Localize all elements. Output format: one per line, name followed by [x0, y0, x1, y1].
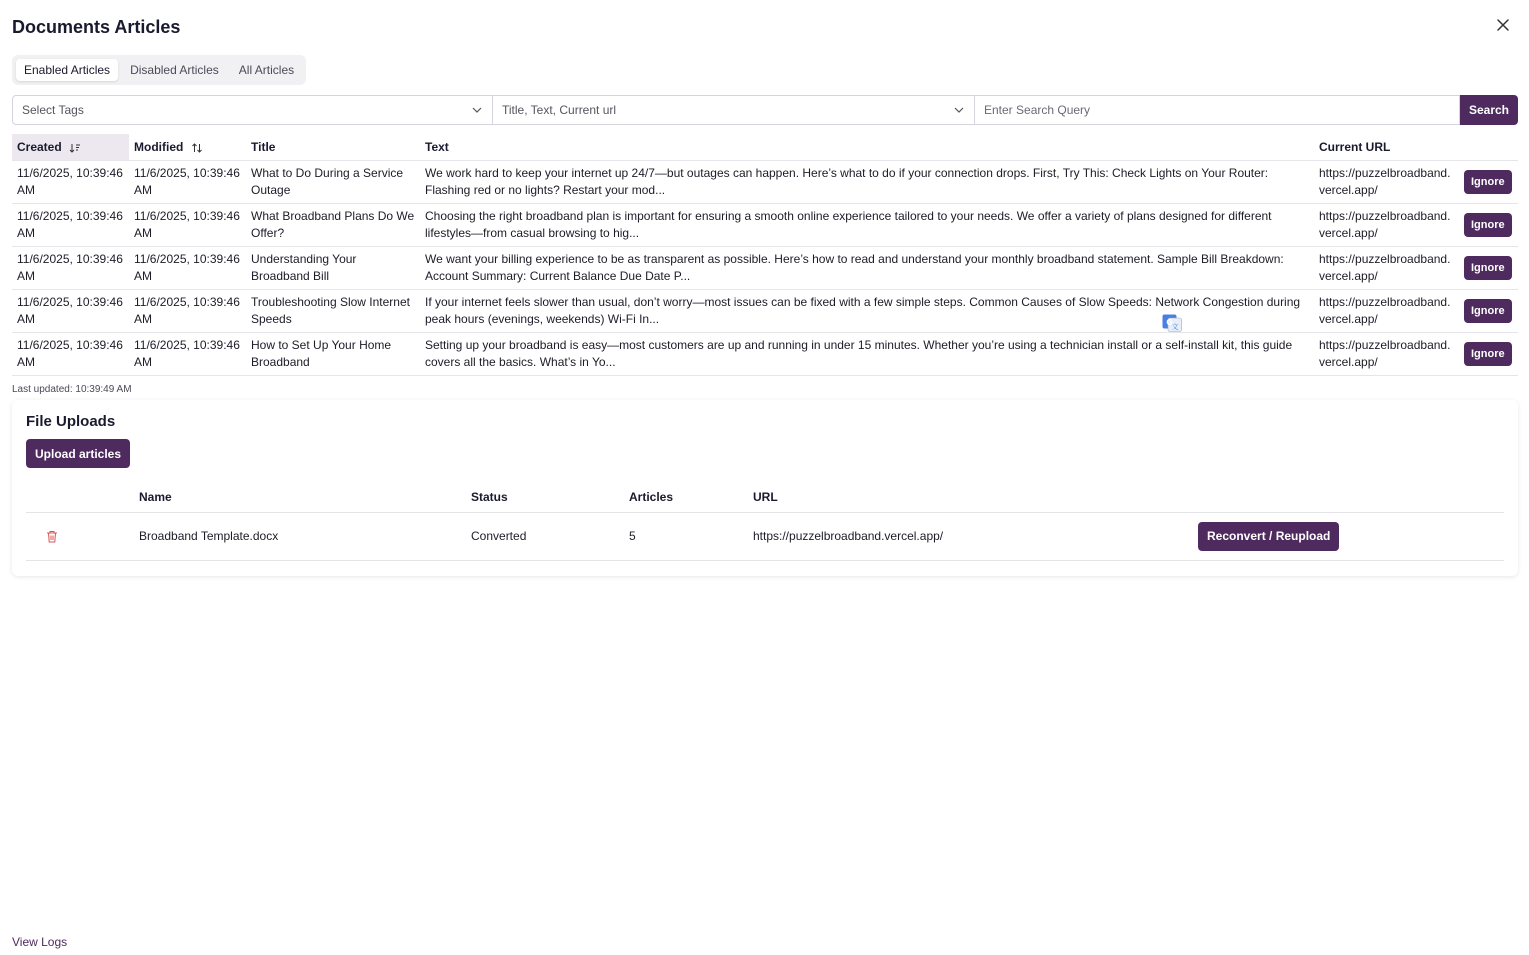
file-articles-cell: 5 — [623, 512, 747, 560]
trash-icon[interactable] — [46, 530, 58, 543]
tab-disabled-articles[interactable]: Disabled Articles — [130, 63, 219, 77]
modified-cell: 11/6/2025, 10:39:46 AM — [129, 332, 246, 375]
article-tabs — [12, 55, 306, 85]
table-row — [12, 332, 1518, 375]
modified-cell: 11/6/2025, 10:39:46 AM — [129, 203, 246, 246]
ignore-button[interactable]: Ignore — [1464, 342, 1512, 366]
articles-table — [12, 134, 1518, 376]
text-cell: Choosing the right broadband plan is important for ensuring a smooth online experience tailored to your needs. We offer a variety of plans designed for different lifestyles—from casual browsing to hig... — [425, 208, 1272, 240]
ignore-button[interactable]: Ignore — [1464, 213, 1512, 237]
column-created-label: Created — [17, 139, 62, 154]
search-filters — [12, 95, 1518, 125]
title-cell: Understanding Your Broadband Bill — [246, 246, 420, 289]
translate-icon[interactable] — [1162, 314, 1182, 332]
column-current-url: Current URL — [1319, 139, 1391, 154]
created-cell: 11/6/2025, 10:39:46 AM — [12, 246, 129, 289]
action-cell — [1459, 289, 1518, 332]
reconvert-reupload-button[interactable]: Reconvert / Reupload — [1198, 522, 1339, 551]
tab-all-articles[interactable]: All Articles — [238, 63, 295, 77]
text-cell-wrap — [420, 203, 1314, 246]
created-cell: 11/6/2025, 10:39:46 AM — [12, 203, 129, 246]
page-title: Documents Articles — [12, 17, 181, 37]
ignore-button[interactable]: Ignore — [1464, 256, 1512, 280]
action-cell — [1459, 203, 1518, 246]
tags-select[interactable] — [12, 95, 493, 125]
modified-cell: 11/6/2025, 10:39:46 AM — [129, 246, 246, 289]
text-cell: We work hard to keep your internet up 24/7—but outages can happen. Here’s what to do if your connection drops. First, Try This: Check Lights on Your Router: Flashing red or no lights? Restart your mod... — [425, 165, 1269, 197]
file-name-cell: Broadband Template.docx — [133, 512, 465, 560]
table-row — [12, 289, 1518, 332]
title-cell: What to Do During a Service Outage — [246, 160, 420, 203]
created-cell: 11/6/2025, 10:39:46 AM — [12, 332, 129, 375]
column-name: Name — [133, 482, 465, 512]
table-row — [12, 160, 1518, 203]
column-url: URL — [747, 482, 1192, 512]
column-text: Text — [425, 139, 449, 154]
sort-icon — [191, 142, 203, 154]
delete-cell — [26, 512, 133, 560]
svg-text:G: G — [1166, 318, 1173, 327]
files-header-row — [26, 482, 1504, 512]
text-cell: If your internet feels slower than usual, don’t worry—most issues can be fixed with a few simple steps. Common Causes of Slow Speeds: Network Congestion during peak hours (evenings, weekends) Wi-Fi In... — [425, 294, 1301, 326]
text-cell-wrap — [420, 246, 1314, 289]
url-cell: https://puzzelbroadband.vercel.app/ — [1314, 160, 1459, 203]
view-logs-link[interactable]: View Logs — [12, 935, 68, 949]
action-cell — [1459, 246, 1518, 289]
column-actions — [1459, 134, 1518, 160]
url-cell: https://puzzelbroadband.vercel.app/ — [1314, 332, 1459, 375]
url-cell: https://puzzelbroadband.vercel.app/ — [1314, 289, 1459, 332]
column-modified[interactable] — [129, 134, 246, 160]
file-action-cell — [1192, 512, 1504, 560]
url-cell: https://puzzelbroadband.vercel.app/ — [1314, 246, 1459, 289]
column-file-actions — [1192, 482, 1504, 512]
table-row — [12, 246, 1518, 289]
action-cell — [1459, 332, 1518, 375]
search-fields-value: Title, Text, Current url — [502, 103, 617, 117]
file-uploads-table — [26, 482, 1504, 561]
search-fields-select[interactable] — [493, 95, 975, 125]
title-cell: How to Set Up Your Home Broadband — [246, 332, 420, 375]
column-modified-label: Modified — [134, 139, 184, 154]
title-cell: Troubleshooting Slow Internet Speeds — [246, 289, 420, 332]
documents-articles-dialog — [12, 0, 1518, 955]
column-created[interactable] — [12, 134, 129, 160]
ignore-button[interactable]: Ignore — [1464, 299, 1512, 323]
column-delete — [26, 482, 133, 512]
file-uploads-title: File Uploads — [26, 413, 116, 430]
table-row — [26, 512, 1504, 560]
search-button[interactable]: Search — [1460, 95, 1518, 125]
modified-cell: 11/6/2025, 10:39:46 AM — [129, 289, 246, 332]
sort-descending-icon — [69, 142, 81, 154]
svg-text:文: 文 — [1171, 323, 1179, 331]
search-input[interactable] — [975, 95, 1460, 125]
created-cell: 11/6/2025, 10:39:46 AM — [12, 160, 129, 203]
file-url-cell: https://puzzelbroadband.vercel.app/ — [747, 512, 1192, 560]
chevron-down-icon — [471, 104, 483, 116]
file-uploads-card — [12, 400, 1518, 576]
action-cell — [1459, 160, 1518, 203]
modified-cell: 11/6/2025, 10:39:46 AM — [129, 160, 246, 203]
tab-enabled-articles[interactable]: Enabled Articles — [16, 59, 118, 81]
title-cell: What Broadband Plans Do We Offer? — [246, 203, 420, 246]
articles-header-row — [12, 134, 1518, 160]
table-row — [12, 203, 1518, 246]
upload-articles-button[interactable]: Upload articles — [26, 439, 130, 468]
column-title: Title — [251, 139, 276, 154]
url-cell: https://puzzelbroadband.vercel.app/ — [1314, 203, 1459, 246]
text-cell-wrap — [420, 160, 1314, 203]
last-updated-text: Last updated: 10:39:49 AM — [12, 384, 132, 395]
text-cell: We want your billing experience to be as transparent as possible. Here’s how to read and understand your monthly broadband statement. Sample Bill Breakdown: Account Summary: Current Balance Due Date P... — [425, 251, 1284, 283]
column-status: Status — [465, 482, 623, 512]
chevron-down-icon — [953, 104, 965, 116]
column-articles: Articles — [623, 482, 747, 512]
created-cell: 11/6/2025, 10:39:46 AM — [12, 289, 129, 332]
ignore-button[interactable]: Ignore — [1464, 170, 1512, 194]
close-icon[interactable] — [1494, 16, 1512, 34]
text-cell-wrap — [420, 332, 1314, 375]
text-cell: Setting up your broadband is easy—most customers are up and running in under 15 minutes. Whether you’re using a technician install or a self-install kit, this guide covers all the basics. What’s in Yo... — [425, 337, 1293, 369]
file-status-cell: Converted — [465, 512, 623, 560]
tags-select-placeholder: Select Tags — [22, 103, 84, 117]
